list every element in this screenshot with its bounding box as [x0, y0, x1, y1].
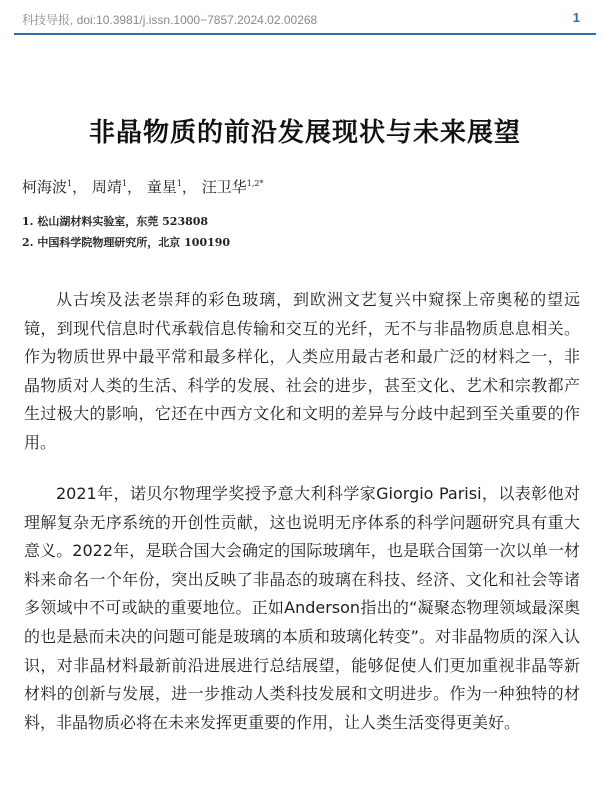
page-header: [0, 0, 604, 34]
author-affiliation-mark: 1: [121, 179, 128, 188]
article-title: 非晶物质的前沿发展现状与未来展望: [88, 118, 521, 148]
author-name: 童星: [146, 178, 177, 196]
body-paragraph-2: 2021年，诺贝尔物理学奖授予意大利科学家Giorgio Parisi，以表彰他对理解复杂无序系统的开创性贡献，这也说明无序体系的科学问题研究具有重大意义。2022年，是联合国大会确定的国际玻璃年，也是联合国第一次以单一材料来命名一个年份，突出反映了非晶态的玻璃在科技、经济、文化和社会等诸多领域中不可或缺的重要地位。正如Anderson指出的“凝聚态物理领域最深奥的也是悬而未决的问题可能是玻璃的本质和玻璃化转变”。对非晶物质的深入认识，对非晶材料最新前沿进展进行总结展望，能够促使人们更加重视非晶等新材料的创新与发展，进一步推动人类科技发展和文明进步。作为一种独特的材料，非晶物质必将在未来发挥更重要的作用，让人类生活变得更美好。: [24, 484, 580, 732]
body-paragraph-1: 从古埃及法老崇拜的彩色玻璃，到欧洲文艺复兴中窥探上帝奥秘的望远镜，到现代信息时代承载信息传输和交互的光纤，无不与非晶物质息息相关。作为物质世界中最平常和最多样化，人类应用最古老和最广泛的材料之一，非晶物质对人类的生活、科学的发展、社会的进步，甚至文化、艺术和宗教都产生过极大的影响，它还在中西方文化和文明的差异与分歧中起到至关重要的作用。: [24, 290, 580, 452]
affiliation-1: 1. 松山湖材料实验室，东莞 523808: [22, 215, 209, 228]
author-name: 柯海波: [22, 178, 68, 196]
journal-citation: 科技导报, doi:10.3981/j.issn.1000−7857.2024.02.00268: [22, 13, 318, 27]
author-list: [22, 176, 263, 197]
author-affiliation-mark: 1,2*: [246, 179, 264, 188]
author-affiliation-mark: 1: [176, 179, 182, 188]
page-number: 1: [572, 10, 580, 25]
author-name: 汪卫华: [201, 178, 247, 196]
header-rule: [14, 33, 596, 35]
author-name: 周靖: [91, 178, 122, 196]
author-separator: ，: [181, 178, 197, 196]
affiliation-2: 2. 中国科学院物理研究所，北京 100190: [22, 236, 231, 249]
author-separator: ，: [127, 178, 143, 196]
author-affiliation-mark: 1: [67, 179, 73, 188]
author-separator: ，: [72, 178, 88, 196]
